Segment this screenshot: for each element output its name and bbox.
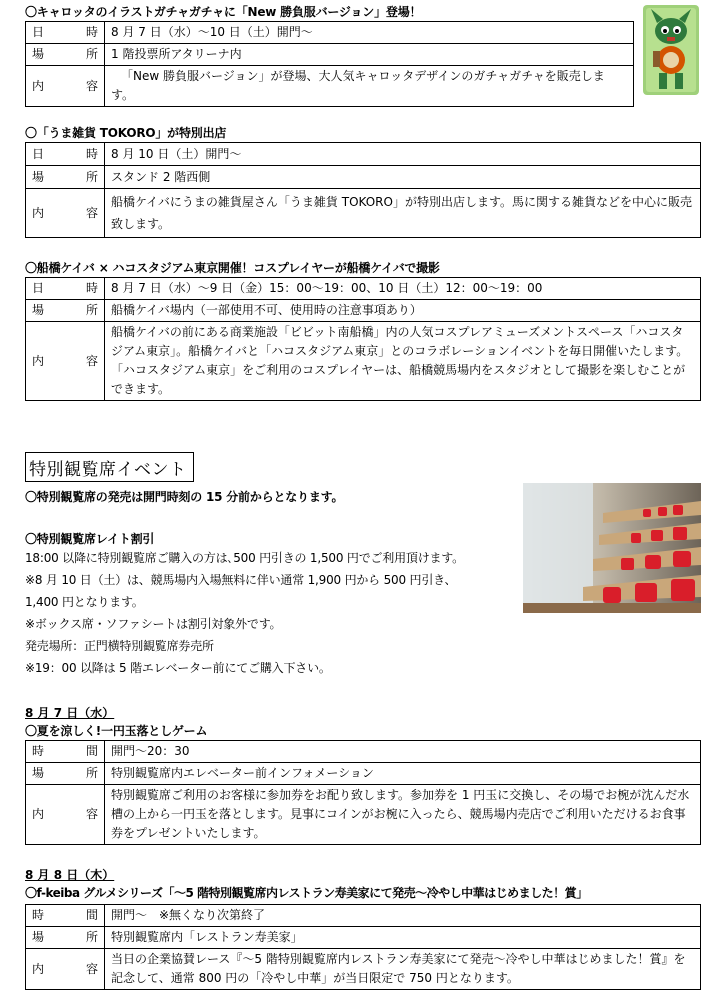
table-row: 時 間 開門〜20：30: [26, 741, 701, 763]
event-heading-hakostadium: 〇船橋ケイバ × ハコスタジアム東京開催！コスプレイヤーが船橋ケイバで撮影: [25, 261, 440, 275]
content-value: 船橋ケイバにうまの雑貨屋さん「うま雑貨 TOKORO」が特別出店します。馬に関する雑貨などを中心に販売致します。: [105, 189, 701, 238]
place-value: 特別観覧席内「レストラン寿美家」: [105, 927, 701, 949]
table-row: 日 時 8 月 10 日（土）開門〜: [26, 143, 701, 166]
event-heading-tokoro: 〇「うま雑貨 TOKORO」が特別出店: [25, 126, 227, 140]
table-row: 内 容 当日の企業協賛レース『〜5 階特別観覧席内レストラン寿美家にて発売〜冷やし中華はじめました！賞』を記念して、通常 800 円の「冷やし中華」が当日限定で 750 円となります。: [26, 949, 701, 990]
event-table-hakostadium: [25, 277, 701, 401]
day2-heading: 〇f-keiba グルメシリーズ「〜5 階特別観覧席内レストラン寿美家にて発売〜冷やし中華はじめました！賞」: [25, 886, 588, 900]
section-title: 特別観覧席イベント: [25, 452, 194, 482]
late-line: 1,400 円となります。: [25, 595, 144, 609]
special-seating-photo: [523, 483, 701, 613]
table-row: 場 所 特別観覧席内「レストラン寿美家」: [26, 927, 701, 949]
datetime-value: 8 月 7 日（水）〜9 日（金）15：00〜19：00、10 日（土）12：00〜19：00: [105, 278, 701, 300]
table-row: 内 容 「New 勝負服バージョン」が登場、大人気キャロッタデザインのガチャガチャを販売します。: [26, 66, 634, 107]
place-value: 1 階投票所アタリーナ内: [105, 44, 634, 66]
table-row: 日 時 8 月 7 日（水）〜9 日（金）15：00〜19：00、10 日（土）12：00〜19：00: [26, 278, 701, 300]
day2-date: 8 月 8 日（木）: [25, 868, 115, 882]
sale-note: 〇特別観覧席の発売は開門時刻の 15 分前からとなります。: [25, 490, 344, 504]
day2-table: [25, 904, 701, 990]
late-line: ※8 月 10 日（土）は、競馬場内入場無料に伴い通常 1,900 円から 500 円引き、: [25, 573, 457, 587]
event-heading-gacha: 〇キャロッタのイラストガチャガチャに「New 勝負服バージョン」登場！: [25, 5, 422, 19]
datetime-value: 8 月 7 日（水）〜10 日（土）開門〜: [105, 22, 634, 44]
mascot-illustration: [643, 5, 699, 95]
day1-table: [25, 740, 701, 845]
table-row: 場 所 特別観覧席内エレベーター前インフォメーション: [26, 763, 701, 785]
content-value: 船橋ケイバの前にある商業施設「ビビット南船橋」内の人気コスプレアミューズメントスペース「ハコスタジアム東京」。船橋ケイバと「ハコスタジアム東京」とのコラボレーションイベントを毎日開催いたします。「ハコスタジアム東京」をご利用のコスプレイヤーは、船橋競馬場内をスタジオとして撮影を楽しむことができます。: [105, 322, 701, 401]
late-line: 18:00 以降に特別観覧席ご購入の方は､500 円引きの 1,500 円でご利用頂けます。: [25, 551, 464, 565]
table-row: 場 所 1 階投票所アタリーナ内: [26, 44, 634, 66]
content-value: 「New 勝負服バージョン」が登場、大人気キャロッタデザインのガチャガチャを販売します。: [105, 66, 634, 107]
table-row: 時 間 開門〜 ※無くなり次第終了: [26, 905, 701, 927]
late-discount-heading: 〇特別観覧席レイト割引: [25, 532, 155, 546]
datetime-value: 8 月 10 日（土）開門〜: [105, 143, 701, 166]
table-row: 内 容 船橋ケイバの前にある商業施設「ビビット南船橋」内の人気コスプレアミューズメントスペース「ハコスタジアム東京」。船橋ケイバと「ハコスタジアム東京」とのコラボレーションイベントを毎日開催いたします。「ハコスタジアム東京」をご利用のコスプレイヤーは、船橋競馬場内をスタジオとして撮影を楽しむことができます。: [26, 322, 701, 401]
table-row: 内 容 船橋ケイバにうまの雑貨屋さん「うま雑貨 TOKORO」が特別出店します。馬に関する雑貨などを中心に販売致します。: [26, 189, 701, 238]
table-row: 内 容 特別観覧席ご利用のお客様に参加券をお配り致します。参加券を 1 円玉に交換し、その場でお椀が沈んだ水槽の上から一円玉を落とします。見事にコインがお椀に入ったら、競馬場内売店でご利用いただけるお食事券をプレゼントいたします。: [26, 785, 701, 845]
table-row: 場 所 船橋ケイバ場内（一部使用不可、使用時の注意事項あり）: [26, 300, 701, 322]
content-value: 当日の企業協賛レース『〜5 階特別観覧席内レストラン寿美家にて発売〜冷やし中華はじめました！賞』を記念して、通常 800 円の「冷やし中華」が当日限定で 750 円となります。: [105, 949, 701, 990]
content-value: 特別観覧席ご利用のお客様に参加券をお配り致します。参加券を 1 円玉に交換し、その場でお椀が沈んだ水槽の上から一円玉を落とします。見事にコインがお椀に入ったら、競馬場内売店でご利用いただけるお食事券をプレゼントいたします。: [105, 785, 701, 845]
late-line: 発売場所：正門横特別観覧席券売所: [25, 639, 214, 653]
late-line: ※19：00 以降は 5 階エレベーター前にてご購入下さい。: [25, 661, 331, 675]
day1-date: 8 月 7 日（水）: [25, 706, 115, 720]
place-value: 特別観覧席内エレベーター前インフォメーション: [105, 763, 701, 785]
event-table-gacha: [25, 21, 634, 107]
place-value: スタンド 2 階西側: [105, 166, 701, 189]
time-value: 開門〜 ※無くなり次第終了: [105, 905, 701, 927]
table-row: 場 所 スタンド 2 階西側: [26, 166, 701, 189]
place-value: 船橋ケイバ場内（一部使用不可、使用時の注意事項あり）: [105, 300, 701, 322]
late-discount-body: [25, 547, 464, 679]
late-line: ※ボックス席・ソファシートは割引対象外です。: [25, 617, 282, 631]
table-row: 日 時 8 月 7 日（水）〜10 日（土）開門〜: [26, 22, 634, 44]
event-table-tokoro: [25, 142, 701, 238]
day1-heading: 〇夏を涼しく!一円玉落としゲーム: [25, 724, 208, 738]
time-value: 開門〜20：30: [105, 741, 701, 763]
